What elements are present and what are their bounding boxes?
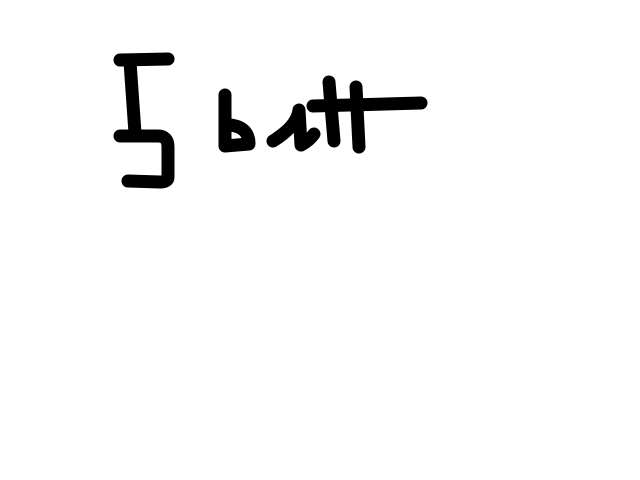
- stroke-5-bowl: [120, 136, 168, 182]
- stroke-letter-b: [225, 95, 249, 146]
- stroke-letter-a: [273, 110, 314, 145]
- stroke-5-stem: [130, 62, 135, 133]
- handwritten-digit-5: [120, 59, 168, 182]
- stroke-letter-t-2-stem: [356, 87, 359, 147]
- stroke-crossbar: [313, 103, 421, 106]
- handwritten-word-batt: [225, 82, 421, 147]
